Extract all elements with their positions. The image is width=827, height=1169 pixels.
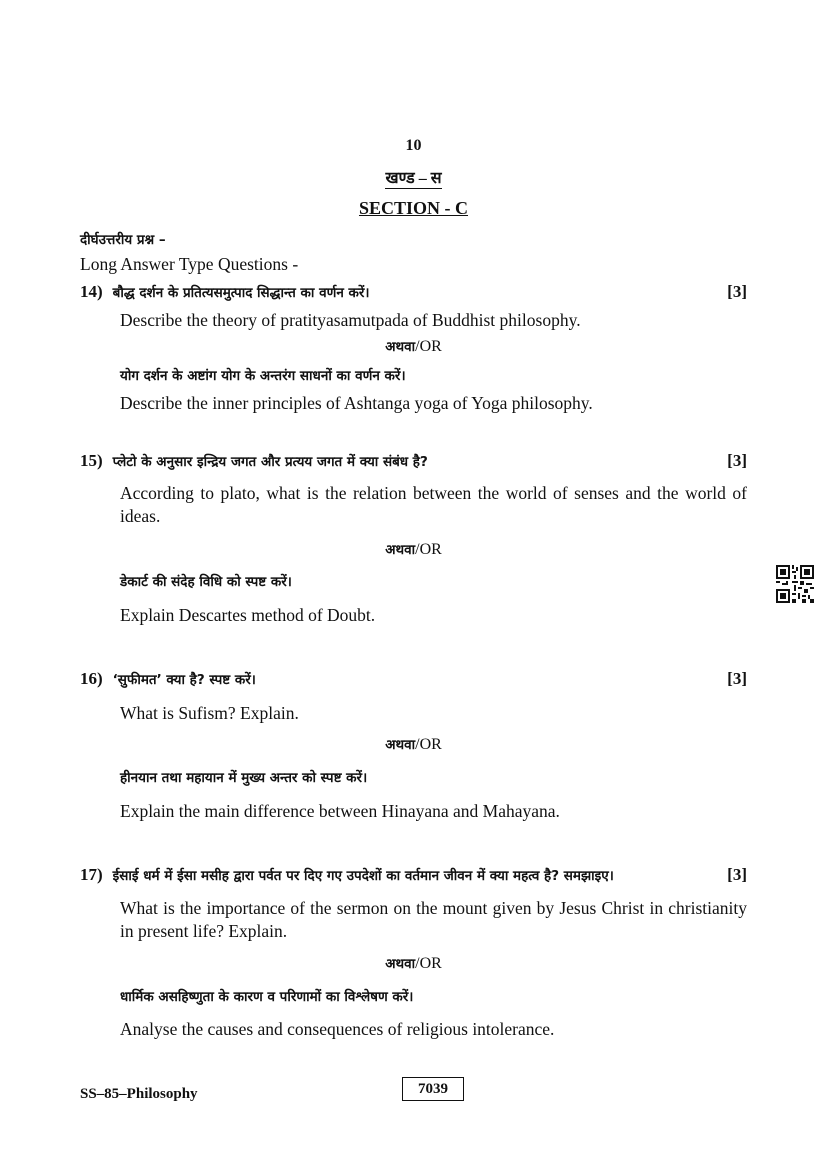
question-number: 14) — [80, 282, 103, 301]
page-code: 7039 — [402, 1077, 464, 1101]
question-number: 17) — [80, 865, 103, 884]
question-14-english: Describe the theory of pratityasamutpada of Buddhist philosophy. — [120, 310, 581, 330]
section-title-hindi: खण्ड – स — [385, 170, 442, 187]
question-14-alt-english: Describe the inner principles of Ashtanga yoga of Yoga philosophy. — [120, 393, 593, 413]
or-divider: अथवा/OR — [385, 736, 442, 753]
question-14-alt-hindi: योग दर्शन के अष्टांग योग के अन्तरंग साधनों का वर्णन करें। — [120, 368, 406, 384]
question-15-english: According to plato, what is the relation between the world of senses and the world of ideas. — [120, 483, 747, 526]
question-16-hindi: 16) ‘सुफीमत’ क्या है? स्पष्ट करें। — [80, 669, 256, 688]
question-number: 15) — [80, 451, 103, 470]
question-17-alt-hindi: धार्मिक असहिष्णुता के कारण व परिणामों का विश्लेषण करें। — [120, 989, 414, 1005]
question-15-alt-hindi: डेकार्ट की संदेह विधि को स्पष्ट करें। — [120, 574, 292, 590]
instruction-hindi: दीर्घउत्तरीय प्रश्न – — [80, 232, 166, 248]
question-15-hindi: 15) प्लेटो के अनुसार इन्द्रिय जगत और प्रत्यय जगत में क्या संबंध है? — [80, 451, 428, 470]
question-16-alt-hindi: हीनयान तथा महायान में मुख्य अन्तर को स्पष्ट करें। — [120, 770, 368, 786]
question-14-marks: [3] — [727, 282, 747, 301]
paper-code: SS–85–Philosophy — [80, 1086, 198, 1102]
question-16-english: What is Sufism? Explain. — [120, 703, 299, 723]
question-number: 16) — [80, 669, 103, 688]
page-number: 10 — [405, 137, 422, 154]
question-17-alt-english: Analyse the causes and consequences of religious intolerance. — [120, 1019, 555, 1039]
question-15-marks: [3] — [727, 451, 747, 470]
question-15-alt-english: Explain Descartes method of Doubt. — [120, 605, 376, 625]
question-16-alt-english: Explain the main difference between Hinayana and Mahayana. — [120, 801, 560, 821]
question-16-marks: [3] — [727, 669, 747, 688]
question-17-marks: [3] — [727, 865, 747, 884]
section-title: SECTION - C — [358, 198, 469, 218]
instruction-english: Long Answer Type Questions - — [80, 254, 299, 274]
or-divider: अथवा/OR — [385, 955, 442, 972]
or-divider: अथवा/OR — [385, 338, 442, 355]
qr-code-icon — [776, 565, 814, 603]
or-divider: अथवा/OR — [385, 541, 442, 558]
question-14-hindi: 14) बौद्ध दर्शन के प्रतित्यसमुत्पाद सिद्धान्त का वर्णन करें। — [80, 282, 370, 301]
question-17-hindi: 17) ईसाई धर्म में ईसा मसीह द्वारा पर्वत पर दिए गए उपदेशों का वर्तमान जीवन में क्या महत्व है? समझाइए। — [80, 865, 614, 884]
question-17-english: What is the importance of the sermon on the mount given by Jesus Christ in christianity in present life? Explain. — [120, 898, 747, 941]
